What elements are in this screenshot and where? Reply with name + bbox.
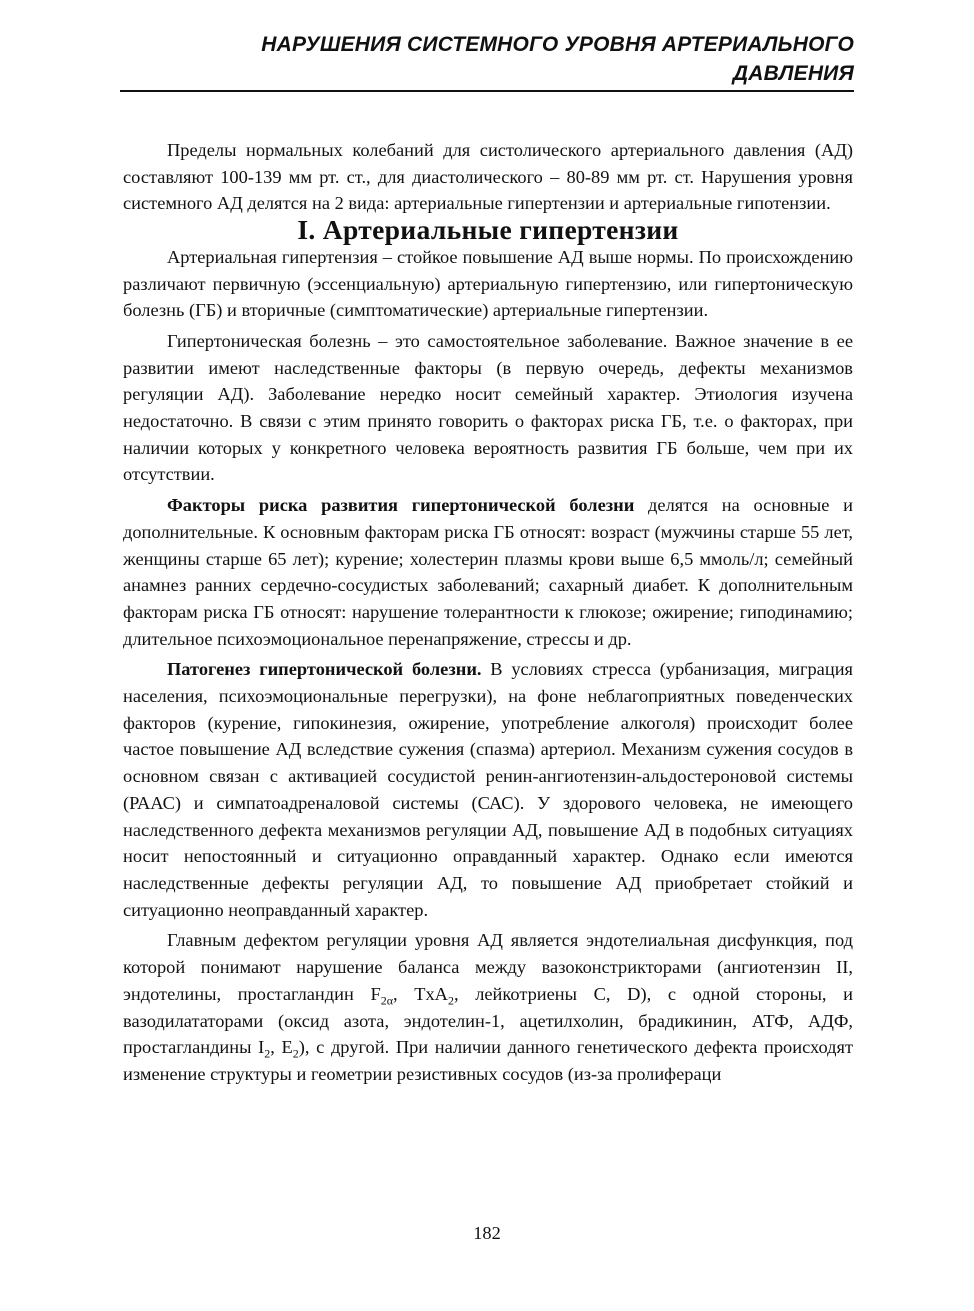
- pathogenesis-paragraph: [123, 656, 853, 923]
- running-header-line2: ДАВЛЕНИЯ: [732, 62, 854, 85]
- endothelial-text-4: , E: [270, 1037, 293, 1058]
- page-body: [123, 137, 853, 1088]
- risk-factors-lead: Факторы риска развития гипертонической болезни: [167, 495, 635, 516]
- risk-factors-text: делятся на основные и дополнительные. К основным факторам риска ГБ относят: возраст (мужчины старше 55 лет, женщины старше 65 лет); курение; холестерин плазмы крови выше 6,5 ммоль/л; семейный анамнез ранних сердечно-сосудистых заболеваний; сахарный диабет. К дополнительным факторам риска ГБ относят: нарушение толерантности к глюкозе; ожирение; гиподинамию; длительное психоэмоциональное перенапряжение, стрессы и др.: [123, 495, 853, 649]
- definition-paragraph: Артериальная гипертензия – стойкое повышение АД выше нормы. По происхождению различают первичную (эссенциальную) артериальную гипертензию, или гипертоническую болезнь (ГБ) и вторичные (симптоматические) артериальные гипертензии.: [123, 246, 853, 321]
- endothelial-sub-2: 2: [447, 993, 454, 1008]
- endothelial-text-3: , лейкотриены C, D), с одной стороны, и вазодилататорами (оксид азота, эндотелин-1, ацетилхолин, брадикинин, АТФ, АДФ, простагландины I: [123, 983, 854, 1058]
- endothelial-text-5: ), с другой. При наличии данного генетического дефекта происходят изменение структуры и геометрии резистивных сосудов (из-за пролифераци: [123, 1037, 854, 1084]
- section-title: I. Артериальные гипертензии: [297, 214, 679, 246]
- pathogenesis-text: В условиях стресса (урбанизация, миграция населения, психоэмоциональные перегрузки), на фоне неблагоприятных поведенческих факторов (курение, гипокинезия, ожирение, употребление алкоголя) происходит более частое повышение АД вследствие сужения (спазма) артериол. Механизм сужения сосудов в основном связан с активацией сосудистой ренин-ангиотензин-альдостероновой системы (РААС) и симпатоадреналовой системы (САС). У здорового человека, не имеющего наследственного дефекта механизмов регуляции АД, повышение АД в подобных ситуациях носит непостоянный и ситуационно оправданный характер. Однако если имеются наследственные дефекты регуляции АД, то повышение АД приобретает стойкий и ситуационно неоправданный характер.: [123, 659, 853, 920]
- running-header: [120, 30, 854, 88]
- endothelial-sub-4: 2: [292, 1046, 299, 1061]
- risk-factors-paragraph: [123, 492, 853, 652]
- running-header-line1: НАРУШЕНИЯ СИСТЕМНОГО УРОВНЯ АРТЕРИАЛЬНОГО: [261, 33, 854, 56]
- header-rule: [120, 90, 854, 92]
- endothelial-text-1: Главным дефектом регуляции уровня АД является эндотелиальная дисфункция, под которой понимают нарушение баланса между вазоконстрикторами (ангиотензин II, эндотелины, простагландин F: [123, 930, 853, 1004]
- pathogenesis-lead: Патогенез гипертонической болезни.: [167, 659, 482, 680]
- endothelial-sub-3: 2: [264, 1046, 271, 1061]
- page-number: 182: [473, 1223, 501, 1243]
- endothelial-sub-1: 2α: [380, 993, 393, 1008]
- endothelial-text-2: , TxA: [393, 983, 448, 1004]
- endothelial-paragraph: [123, 927, 853, 1087]
- intro-paragraph: Пределы нормальных колебаний для систолического артериального давления (АД) составляют 100-139 мм рт. ст., для диастолического – 80-89 мм рт. ст. Нарушения уровня системного АД делятся на 2 вида: артериальные гипертензии и артериальные гипотензии.: [123, 140, 853, 214]
- hypertension-paragraph: Гипертоническая болезнь – это самостоятельное заболевание. Важное значение в ее развитии имеют наследственные факторы (в первую очередь, дефекты механизмов регуляции АД). Заболевание нередко носит семейный характер. Этиология изучена недостаточно. В связи с этим принято говорить о факторах риска ГБ, т.е. о факторах, при наличии которых у конкретного человека вероятность развития ГБ больше, чем при их отсутствии.: [123, 330, 853, 485]
